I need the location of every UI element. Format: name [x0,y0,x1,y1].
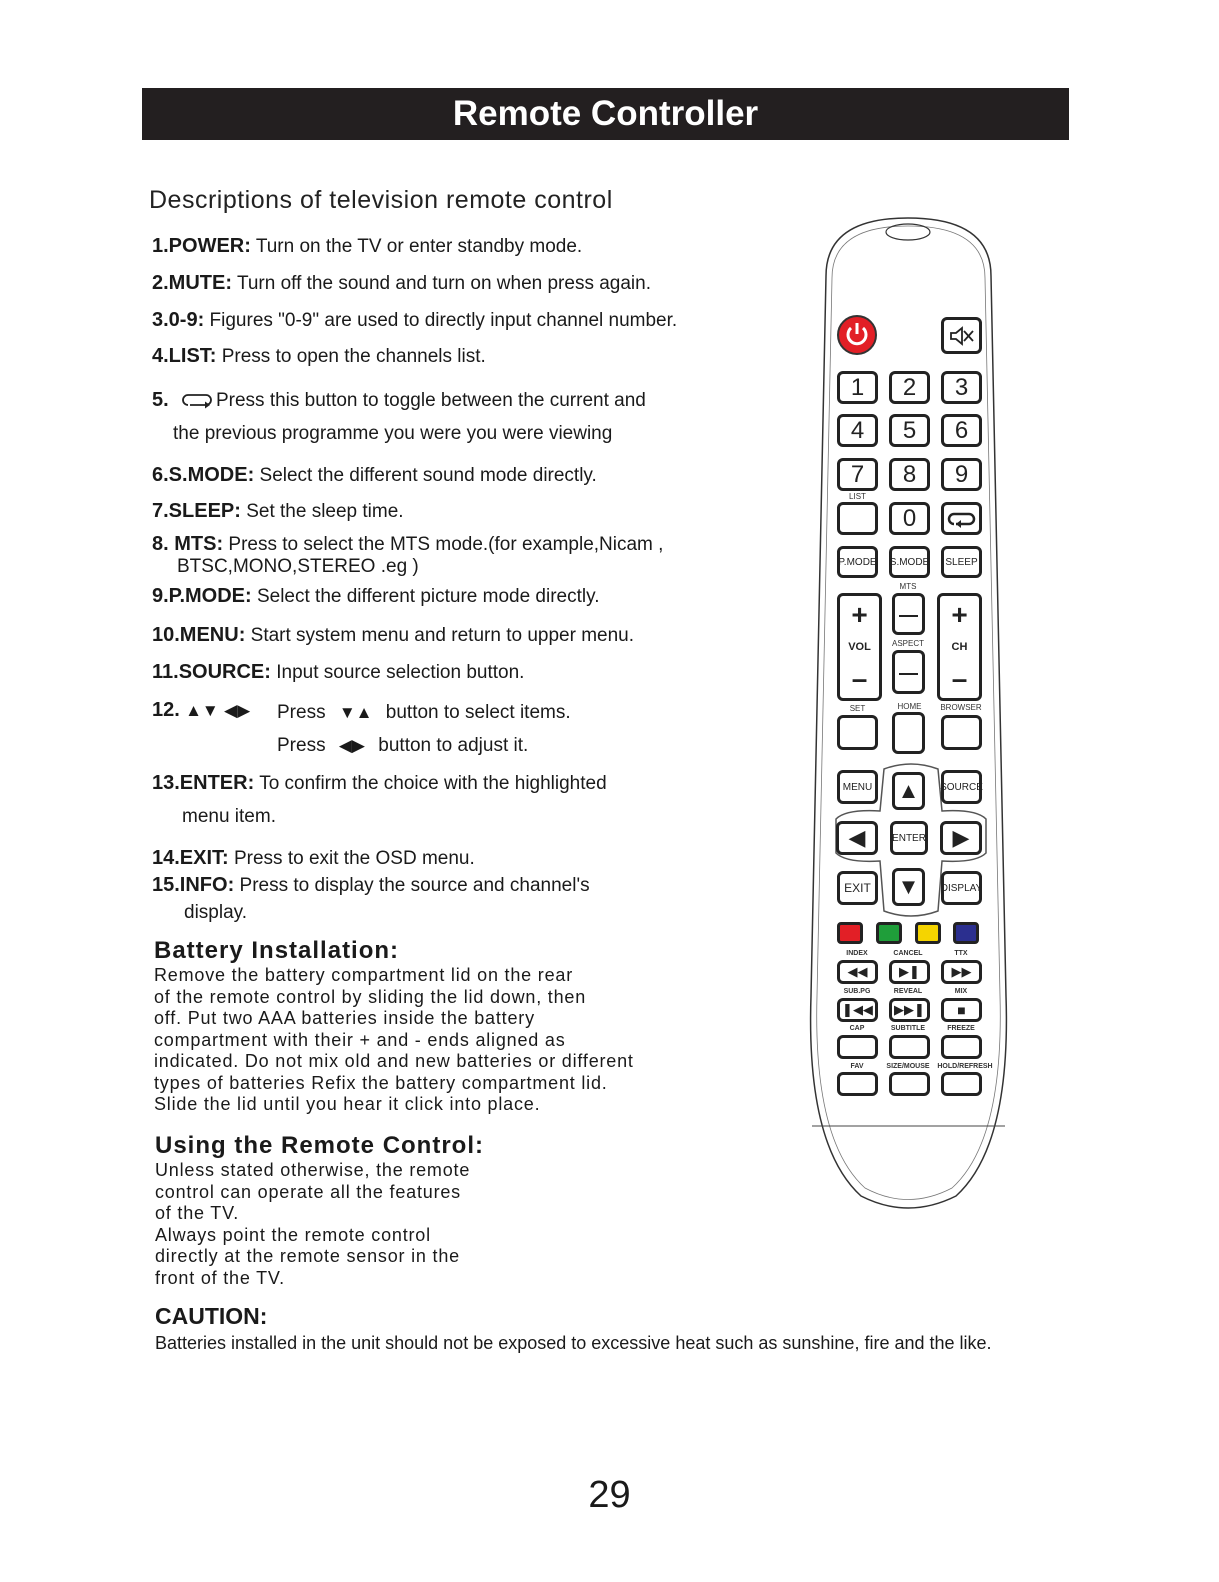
stop-icon: ■ [957,1002,966,1018]
list-button[interactable] [837,502,878,535]
volume-down-icon: – [851,663,868,694]
size-mouse-button[interactable] [889,1072,930,1096]
display-button[interactable]: DISPLAY [941,871,982,905]
reveal-label: REVEAL [893,988,923,995]
down-arrow-icon: ▼ [897,874,920,899]
left-right-arrows-icon: ◀▶ [338,736,366,755]
digit-2-button[interactable]: 2 [889,371,930,404]
fast-forward-icon: ▶▶ [951,964,972,979]
battery-text: Remove the battery compartment lid on the rear of the remote control by sliding the lid down, then off. Put two AAA batteries inside the battery compartment with their + and - ends aligned as indicated. Do not mix old and new batteries or different types of batteries Refix the battery compartment lid. Slide the lid until you hear it click into place. [154,965,634,1114]
channel-down-icon: – [951,663,968,694]
freeze-button[interactable] [941,1035,982,1059]
item-recall: 5. Press this button to toggle between the current and [152,389,646,411]
item-enter-cont: menu item. [182,806,276,827]
smode-button[interactable]: S.MODE [889,546,930,578]
home-label: HOME [897,702,922,711]
section-heading: Descriptions of television remote control [149,186,613,214]
blue-button[interactable] [953,922,979,944]
right-button[interactable] [940,821,982,855]
item-sleep: 7.SLEEP: Set the sleep time. [152,500,404,522]
power-button[interactable] [837,315,877,355]
hold-refresh-button[interactable] [941,1072,982,1096]
digit-8-button[interactable]: 8 [889,458,930,491]
digit-3-button[interactable]: 3 [941,371,982,404]
next-button[interactable] [889,998,930,1022]
recall-button[interactable] [941,502,982,535]
mts-divider [899,615,918,617]
set-label: SET [849,704,866,713]
digit-5-button[interactable]: 5 [889,414,930,447]
green-button[interactable] [876,922,902,944]
source-button[interactable]: SOURCE [941,770,982,804]
item-arrows-line2: Press ◀▶ button to adjust it. [277,735,529,756]
play-pause-icon: ▶❚ [899,964,920,979]
digit-6-button[interactable]: 6 [941,414,982,447]
subtitle-label: SUBTITLE [890,1025,926,1032]
down-up-arrows-icon: ▼▲ [338,703,373,722]
mix-label: MIX [954,988,968,995]
stop-button[interactable] [941,998,982,1022]
cap-button[interactable] [837,1035,878,1059]
using-heading: Using the Remote Control: [155,1132,484,1159]
item-recall-cont: the previous programme you were you were viewing [173,423,613,444]
exit-button[interactable]: EXIT [837,871,878,905]
sizemouse-label: SIZE/MOUSE [886,1063,930,1070]
mts-button[interactable] [892,593,925,635]
recall-icon [180,391,216,409]
volume-rocker[interactable] [837,593,882,701]
fav-label: FAV [850,1063,864,1070]
volume-label: VOL [848,641,871,653]
up-button[interactable] [892,772,925,810]
rewind-button[interactable] [837,960,878,984]
ttx-label: TTX [954,950,968,957]
digit-9-button[interactable]: 9 [941,458,982,491]
channel-rocker[interactable] [937,593,982,701]
up-arrow-icon: ▲ [897,778,920,803]
freeze-label: FREEZE [947,1025,975,1032]
item-mute: 2.MUTE: Turn off the sound and turn on when press again. [152,272,651,294]
up-down-arrows-icon: ▲▼ [185,701,219,720]
fav-button[interactable] [837,1072,878,1096]
page-number: 29 [588,1474,631,1516]
volume-up-icon: + [851,599,868,630]
item-mts-cont: BTSC,MONO,STEREO .eg ) [177,556,419,577]
page-title: Remote Controller [452,94,759,133]
aspect-button[interactable] [892,650,925,694]
home-button[interactable] [892,712,925,754]
mute-icon [949,325,975,347]
digit-0-button[interactable]: 0 [889,502,930,535]
digit-7-button[interactable]: 7 [837,458,878,491]
set-button[interactable] [837,715,878,750]
left-right-arrows-icon: ◀▶ [224,701,251,720]
left-button[interactable] [836,821,878,855]
item-power: 1.POWER: Turn on the TV or enter standby mode. [152,235,583,257]
digit-1-button[interactable]: 1 [837,371,878,404]
digit-4-button[interactable]: 4 [837,414,878,447]
down-button[interactable] [892,868,925,906]
item-smode: 6.S.MODE: Select the different sound mode directly. [152,464,597,486]
yellow-button[interactable] [915,922,941,944]
browser-label: BROWSER [940,703,982,712]
item-pmode: 9.P.MODE: Select the different picture mode directly. [152,585,600,607]
pmode-button[interactable]: P.MODE [837,546,878,578]
left-arrow-icon: ◀ [848,825,866,850]
cancel-label: CANCEL [893,950,923,957]
item-list: 4.LIST: Press to open the channels list. [152,345,486,367]
item-info-cont: display. [184,902,248,923]
battery-heading: Battery Installation: [154,937,400,964]
aspect-label: ASPECT [891,639,924,648]
subtitle-button[interactable] [889,1035,930,1059]
item-mts: 8. MTS: Press to select the MTS mode.(for example,Nicam , [152,533,664,555]
channel-up-icon: + [951,599,968,630]
browser-button[interactable] [941,715,982,750]
play-pause-button[interactable] [889,960,930,984]
sleep-button[interactable]: SLEEP [941,546,982,578]
item-arrows-line1: Press ▼▲ button to select items. [277,702,571,723]
next-icon: ▶▶❚ [894,1002,925,1017]
subpg-label: SUB.PG [843,988,871,995]
caution-text: Batteries installed in the unit should not be exposed to excessive heat such as sunshine, fire and the like. [155,1333,992,1353]
item-enter: 13.ENTER: To confirm the choice with the highlighted [152,772,607,794]
fast-forward-button[interactable] [941,960,982,984]
item-exit: 14.EXIT: Press to exit the OSD menu. [152,847,475,869]
remote-control-illustration [806,216,1011,1222]
previous-icon: ❚◀◀ [842,1002,873,1017]
holdrefresh-label: HOLD/REFRESH [937,1063,993,1070]
cap-label: CAP [849,1025,865,1032]
list-label: LIST [849,492,866,501]
item-digits: 3.0-9: Figures "0-9" are used to directly input channel number. [152,309,678,331]
recall-icon [947,510,977,528]
item-arrows: 12. ▲▼ ◀▶ [152,699,251,721]
index-label: INDEX [846,950,868,957]
rewind-icon: ◀◀ [847,964,868,979]
channel-label: CH [951,641,968,653]
aspect-divider [899,673,918,675]
item-info: 15.INFO: Press to display the source and channel's [152,874,590,896]
red-button[interactable] [837,922,863,944]
item-menu: 10.MENU: Start system menu and return to upper menu. [152,624,634,646]
mute-button[interactable] [941,317,982,354]
item-source: 11.SOURCE: Input source selection button. [152,661,525,683]
previous-button[interactable] [837,998,878,1022]
menu-button[interactable]: MENU [837,770,878,804]
enter-button[interactable]: ENTER [890,821,928,855]
mts-label: MTS [899,582,917,591]
right-arrow-icon: ▶ [952,825,970,850]
caution-heading: CAUTION: [155,1303,268,1329]
using-text: Unless stated otherwise, the remote control can operate all the features of the TV. Always point the remote control directly at the remote sensor in the front of the TV. [155,1160,471,1288]
power-icon [839,317,875,353]
